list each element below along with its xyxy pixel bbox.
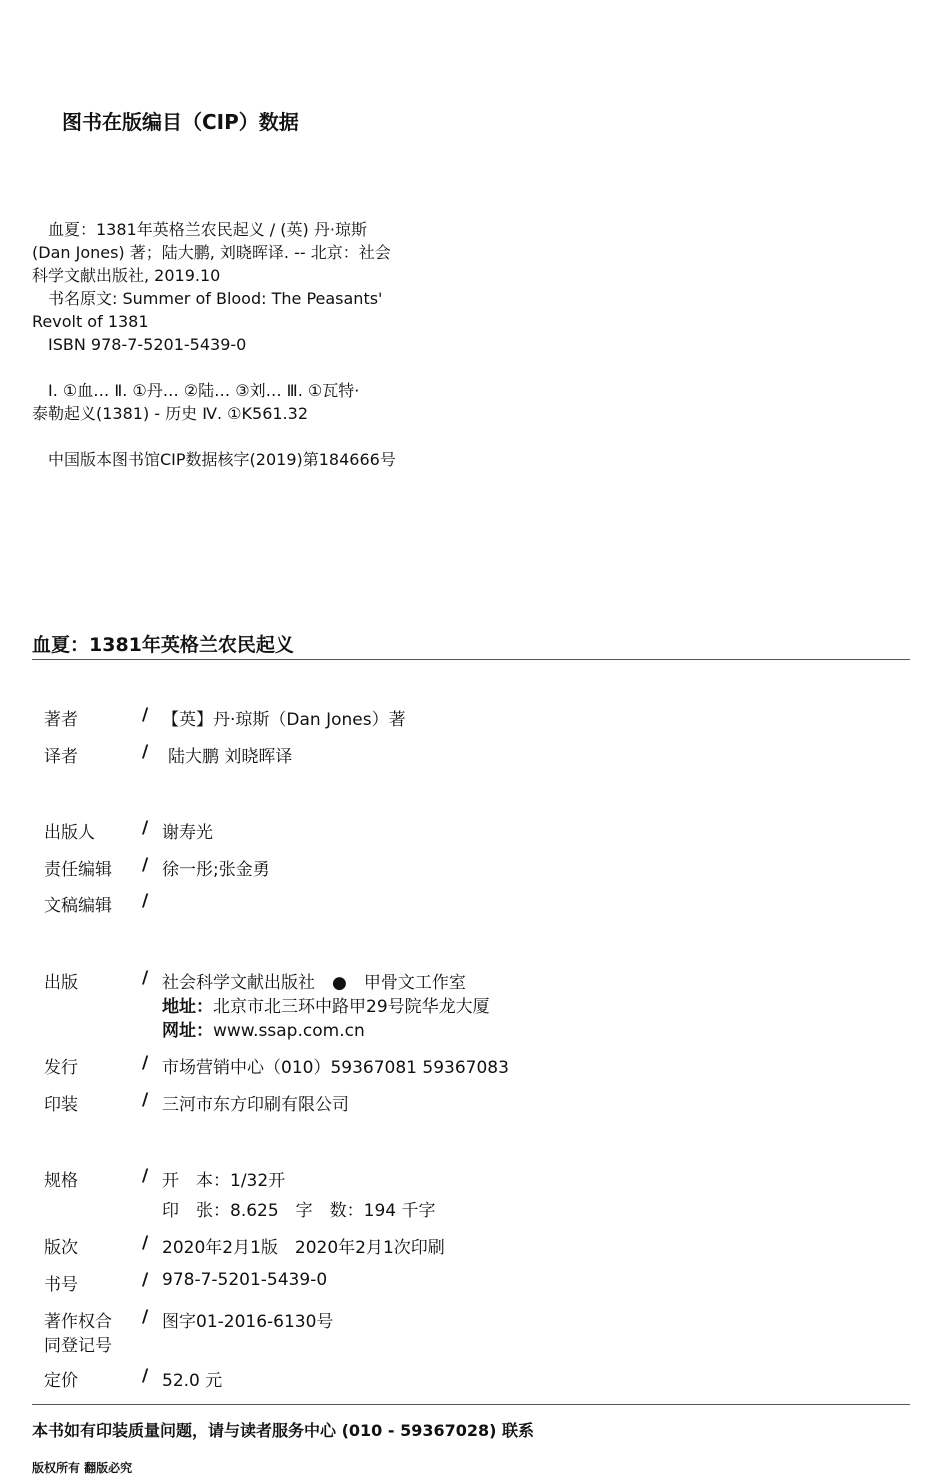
cip-line: 血夏：1381年英格兰农民起义 / (英) 丹·琼斯 [32, 220, 367, 239]
separator: / [142, 705, 149, 725]
publisher-person-value: 谢寿光 [162, 823, 213, 843]
address-value: 北京市北三环中路甲29号院华龙大厦 [213, 997, 490, 1017]
separator: / [142, 891, 149, 911]
translator-value: 陆大鹏 刘晓晖译 [168, 747, 293, 767]
copyright-label: 同登记号 [44, 1336, 112, 1356]
quality-notice: 本书如有印装质量问题，请与读者服务中心 (010 - 59367028) 联系 [32, 1421, 535, 1440]
separator: / [142, 818, 149, 838]
distribution-label: 发行 [44, 1058, 78, 1078]
distribution-value: 市场营销中心（010）59367081 59367083 [162, 1058, 509, 1078]
cip-line: (Dan Jones) 著；陆大鹏, 刘晓晖译. -- 北京：社会 [32, 243, 391, 262]
publisher-person-label: 出版人 [44, 823, 95, 843]
website-label: 网址： [162, 1021, 213, 1041]
cip-line: ISBN 978-7-5201-5439-0 [32, 335, 247, 354]
publish-value: 社会科学文献出版社 ● 甲骨文工作室 [162, 973, 466, 993]
cip-title: 图书在版编目（CIP）数据 [62, 110, 299, 134]
website-value: www.ssap.com.cn [213, 1021, 365, 1041]
spec-sheets-words: 印 张：8.625 字 数：194 千字 [162, 1201, 436, 1221]
cip-line: 书名原文: Summer of Blood: The Peasants' [32, 289, 383, 308]
book-title: 血夏：1381年英格兰农民起义 [32, 634, 294, 656]
separator: / [142, 1053, 149, 1073]
separator: / [142, 855, 149, 875]
separator: / [142, 1090, 149, 1110]
isbn-label: 书号 [44, 1275, 78, 1295]
publish-label: 出版 [44, 973, 78, 993]
cip-line: 科学文献出版社, 2019.10 [32, 266, 221, 285]
separator: / [142, 1366, 149, 1386]
author-label: 著者 [44, 710, 78, 730]
translator-label: 译者 [44, 747, 78, 767]
edition-label: 版次 [44, 1238, 78, 1258]
isbn-value: 978-7-5201-5439-0 [162, 1270, 328, 1290]
printing-label: 印装 [44, 1095, 78, 1115]
edition-value: 2020年2月1版 2020年2月1次印刷 [162, 1238, 445, 1258]
copyright-value: 图字01-2016-6130号 [162, 1312, 334, 1332]
cip-line: 中国版本图书馆CIP数据核字(2019)第184666号 [32, 450, 396, 469]
editor-label: 责任编辑 [44, 860, 112, 880]
divider-top [32, 659, 910, 660]
editor-value: 徐一彤;张金勇 [162, 860, 270, 880]
separator: / [142, 968, 149, 988]
address-line [162, 992, 490, 1017]
author-value: 【英】丹·琼斯（Dan Jones）著 [162, 710, 406, 730]
price-value: 52.0 元 [162, 1371, 223, 1391]
price-label: 定价 [44, 1371, 78, 1391]
rights-notice: 版权所有 翻版必究 [32, 1461, 133, 1475]
separator: / [142, 1270, 149, 1290]
cip-line: Revolt of 1381 [32, 312, 149, 331]
separator: / [142, 1166, 149, 1186]
cip-line: 泰勒起义(1381) - 历史 Ⅳ. ①K561.32 [32, 404, 308, 423]
address-label: 地址： [162, 997, 213, 1017]
spec-label: 规格 [44, 1171, 78, 1191]
copyright-label: 著作权合 [44, 1312, 112, 1332]
divider-bottom [32, 1404, 910, 1405]
separator: / [142, 742, 149, 762]
separator: / [142, 1307, 149, 1327]
manuscript-editor-label: 文稿编辑 [44, 896, 112, 916]
printing-value: 三河市东方印刷有限公司 [162, 1095, 349, 1115]
cip-line: Ⅰ. ①血… Ⅱ. ①丹… ②陆… ③刘… Ⅲ. ①瓦特· [32, 381, 360, 400]
spec-format: 开 本：1/32开 [162, 1171, 286, 1191]
website-line [162, 1016, 365, 1041]
separator: / [142, 1233, 149, 1253]
